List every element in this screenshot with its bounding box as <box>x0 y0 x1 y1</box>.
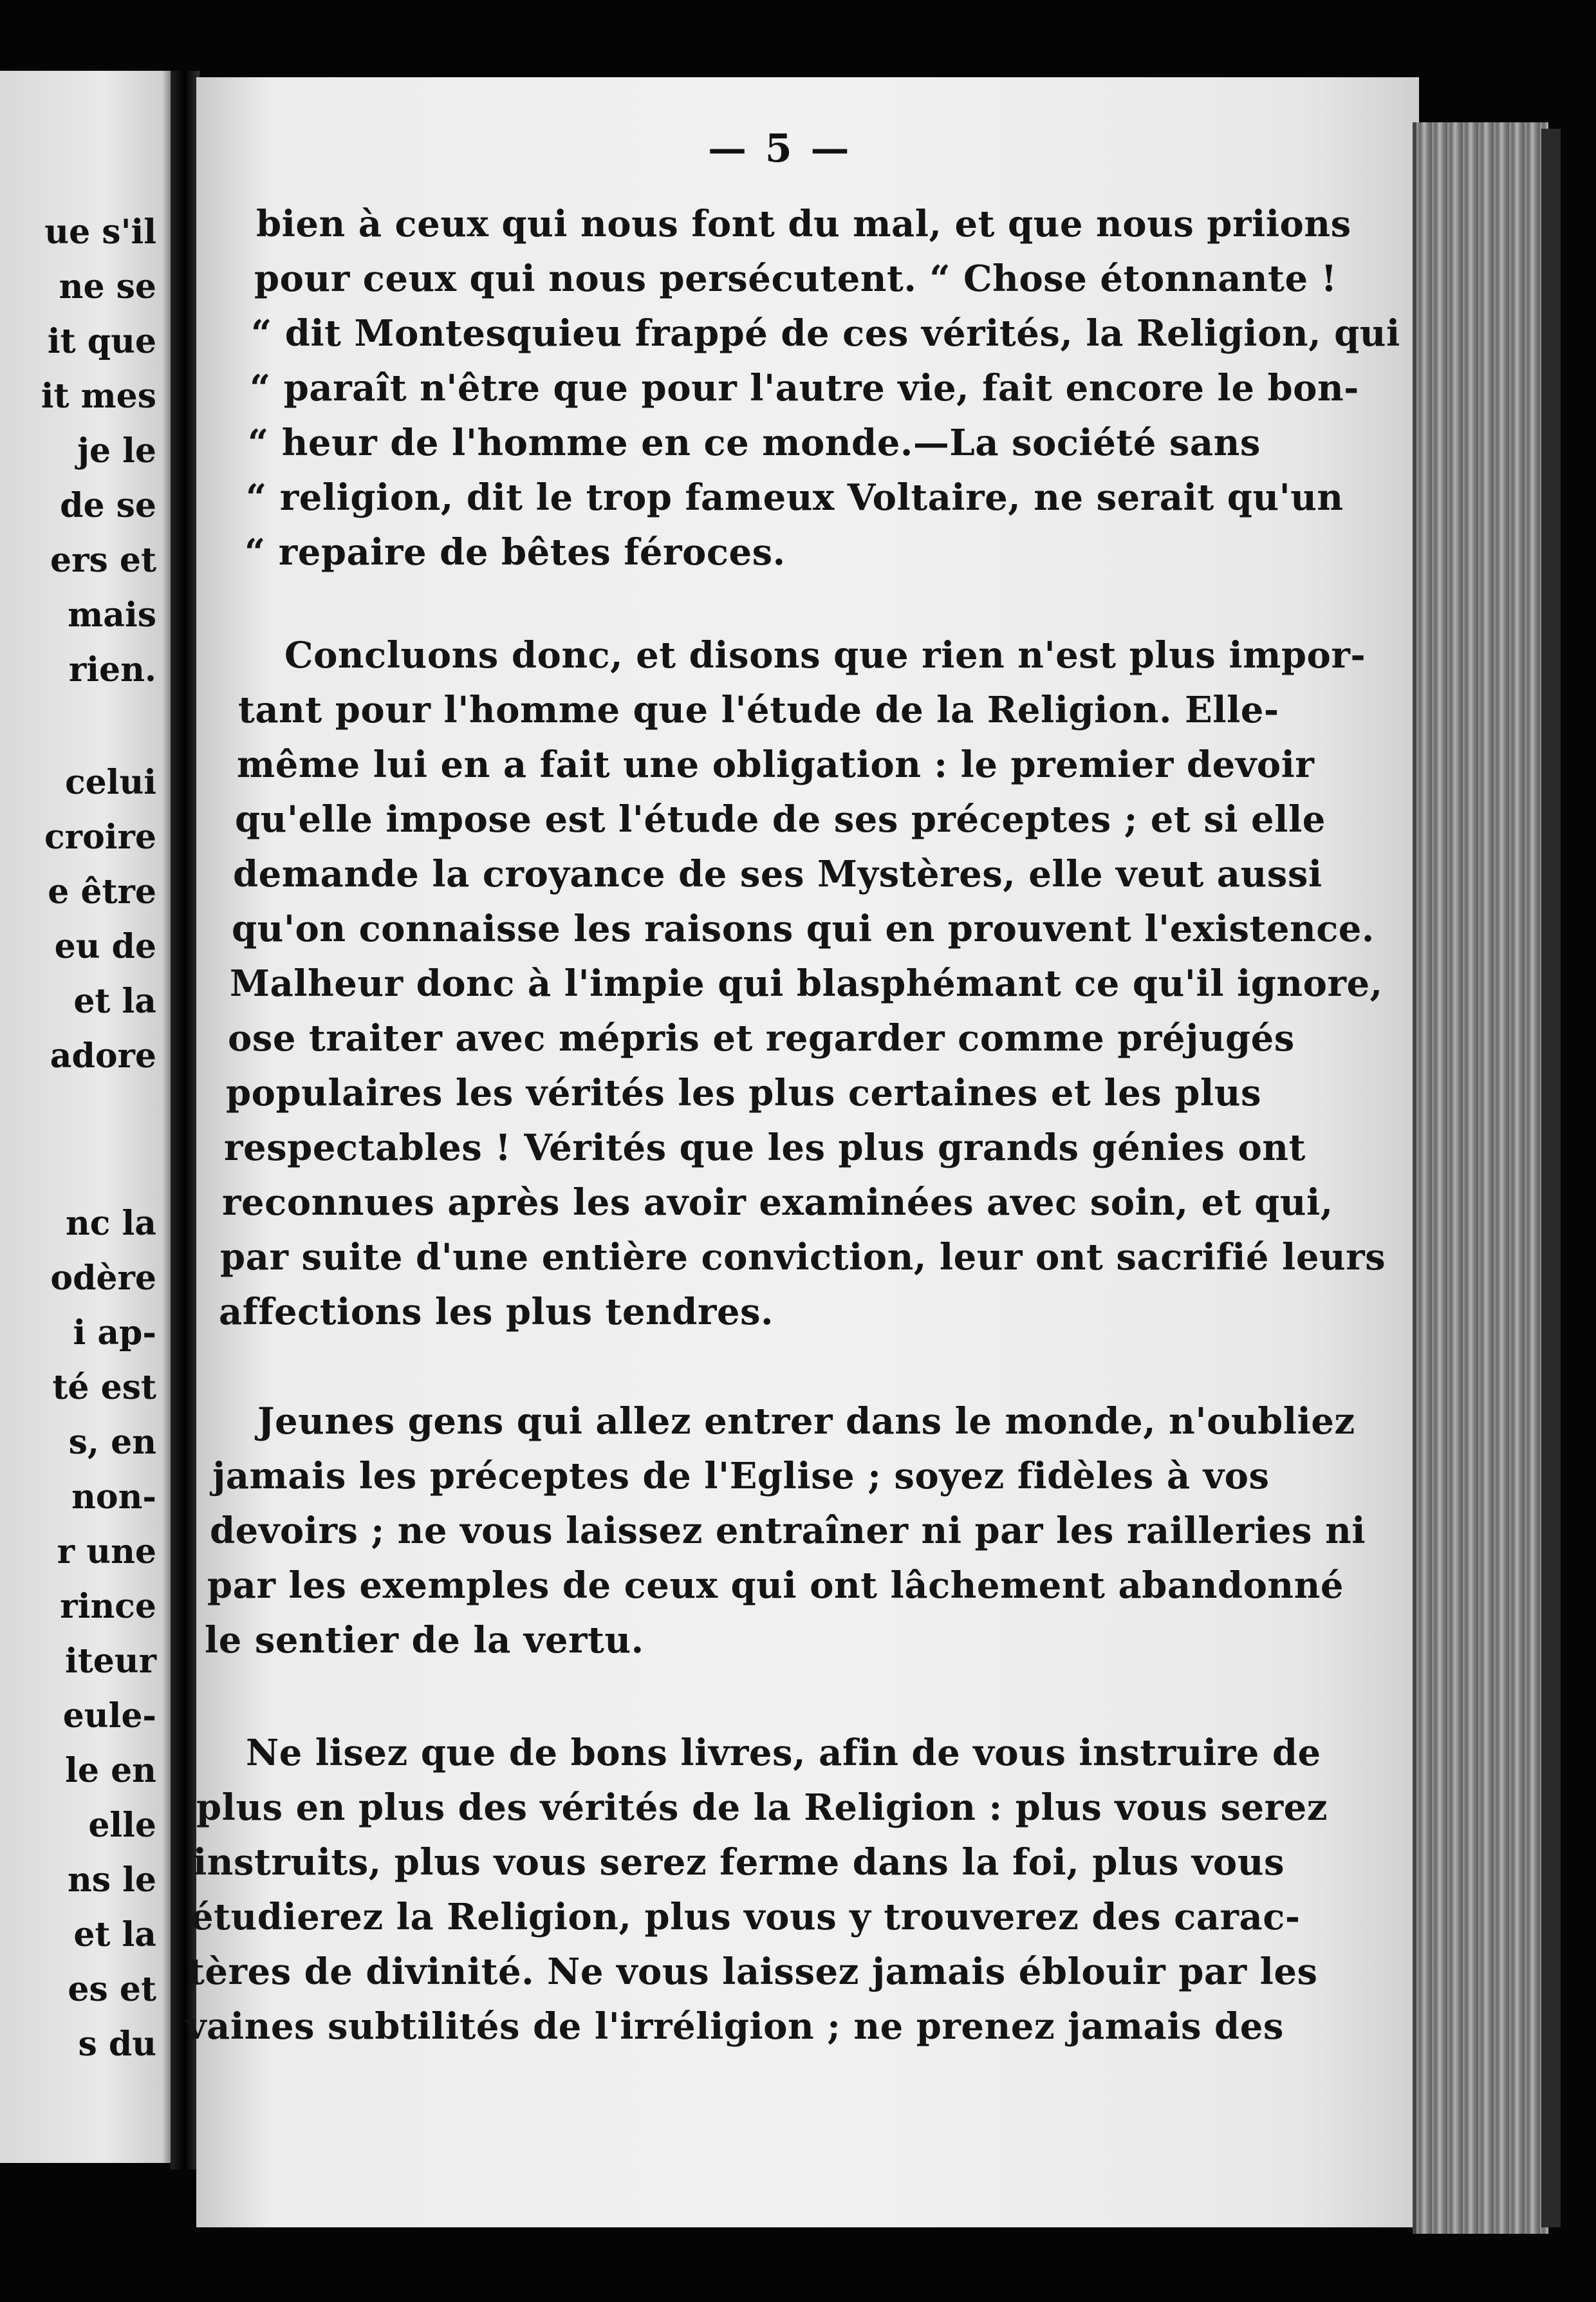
text-line: ose traiter avec mépris et regarder comme préjugés <box>228 1017 1295 1060</box>
prev-page-line: it que <box>47 322 156 361</box>
prev-page-line: nc la <box>65 1204 156 1243</box>
prev-page-line: eule- <box>62 1696 156 1736</box>
text-line: jamais les préceptes de l'Eglise ; soyez fidèles à vos <box>212 1455 1270 1497</box>
text-line: Malheur donc à l'impie qui blasphémant ce qu'il ignore, <box>230 962 1383 1005</box>
text-line: populaires les vérités les plus certaines et les plus <box>226 1072 1261 1114</box>
text-line: “ paraît n'être que pour l'autre vie, fait encore le bon- <box>250 367 1359 409</box>
text-line: même lui en a fait une obligation : le premier devoir <box>237 744 1315 786</box>
prev-page-line: rien. <box>68 650 156 689</box>
prev-page-line: celui <box>64 763 156 802</box>
text-line: qu'on connaisse les raisons qui en prouvent l'existence. <box>232 908 1375 950</box>
prev-page-line: es et <box>68 1970 156 2009</box>
prev-page-line: adore <box>50 1036 156 1076</box>
prev-page-line: e être <box>48 872 156 912</box>
prev-page-line: té est <box>52 1368 156 1407</box>
text-line: reconnues après les avoir examinées avec soin, et qui, <box>222 1181 1333 1224</box>
text-line: devoirs ; ne vous laissez entraîner ni par les railleries ni <box>210 1510 1366 1552</box>
previous-page <box>0 71 171 2163</box>
page-number: — 5 — <box>708 126 852 171</box>
prev-page-line: non- <box>71 1477 156 1517</box>
text-line: Concluons donc, et disons que rien n'est plus impor- <box>284 634 1366 677</box>
prev-page-line: iteur <box>64 1642 156 1681</box>
prev-page-line: et la <box>73 1915 156 1954</box>
text-line: Ne lisez que de bons livres, afin de vous instruire de <box>246 1732 1321 1774</box>
prev-page-line: mais <box>68 595 156 635</box>
text-line: par les exemples de ceux qui ont lâchement abandonné <box>207 1564 1344 1607</box>
prev-page-line: ers et <box>50 541 156 580</box>
text-line: instruits, plus vous serez ferme dans la foi, plus vous <box>193 1841 1285 1884</box>
text-line: qu'elle impose est l'étude de ses préceptes ; et si elle <box>235 798 1326 841</box>
text-line: par suite d'une entière conviction, leur ont sacrifié leurs <box>220 1236 1386 1278</box>
text-line: plus en plus des vérités de la Religion : plus vous serez <box>196 1786 1328 1829</box>
text-line: “ repaire de bêtes féroces. <box>245 531 786 574</box>
prev-page-line: s, en <box>68 1423 156 1462</box>
text-line: vaines subtilités de l'irréligion ; ne prenez jamais des <box>185 2005 1284 2048</box>
text-line: tères de divinité. Ne vous laissez jamais éblouir par les <box>188 1951 1318 1993</box>
text-line: “ heur de l'homme en ce monde.—La société sans <box>248 422 1261 464</box>
prev-page-line: le en <box>65 1751 156 1790</box>
prev-page-line: ue s'il <box>44 212 156 252</box>
text-line: demande la croyance de ses Mystères, elle veut aussi <box>233 853 1322 895</box>
prev-page-line: et la <box>73 982 156 1021</box>
page-block-edge <box>1413 122 1548 2234</box>
text-line: respectables ! Vérités que les plus grands génies ont <box>224 1127 1306 1169</box>
prev-page-line: ns le <box>67 1860 156 1900</box>
prev-page-line: elle <box>88 1806 156 1845</box>
text-line: Jeunes gens qui allez entrer dans le monde, n'oubliez <box>257 1400 1355 1443</box>
prev-page-line: r une <box>57 1532 156 1571</box>
text-line: “ dit Montesquieu frappé de ces vérités, la Religion, qui <box>251 312 1400 355</box>
text-line: étudierez la Religion, plus vous y trouverez des carac- <box>190 1896 1301 1938</box>
prev-page-line: i ap- <box>73 1313 156 1352</box>
prev-page-line: odère <box>50 1259 156 1298</box>
prev-page-line: it mes <box>41 377 156 416</box>
text-line: “ religion, dit le trop fameux Voltaire, ne serait qu'un <box>246 476 1344 519</box>
prev-page-line: de se <box>60 486 156 525</box>
text-line: pour ceux qui nous persécutent. “ Chose étonnante ! <box>254 257 1337 300</box>
prev-page-line: je le <box>77 431 156 471</box>
prev-page-line: rince <box>60 1587 156 1626</box>
prev-page-line: croire <box>44 818 156 857</box>
cover-edge <box>1541 129 1561 2227</box>
prev-page-line: s du <box>78 2025 156 2064</box>
prev-page-line: ne se <box>59 267 156 306</box>
text-line: le sentier de la vertu. <box>205 1619 644 1661</box>
text-line: tant pour l'homme que l'étude de la Religion. Elle- <box>238 689 1279 731</box>
text-line: affections les plus tendres. <box>219 1291 774 1333</box>
prev-page-line: eu de <box>54 927 156 966</box>
text-line: bien à ceux qui nous font du mal, et que nous priions <box>256 203 1351 245</box>
